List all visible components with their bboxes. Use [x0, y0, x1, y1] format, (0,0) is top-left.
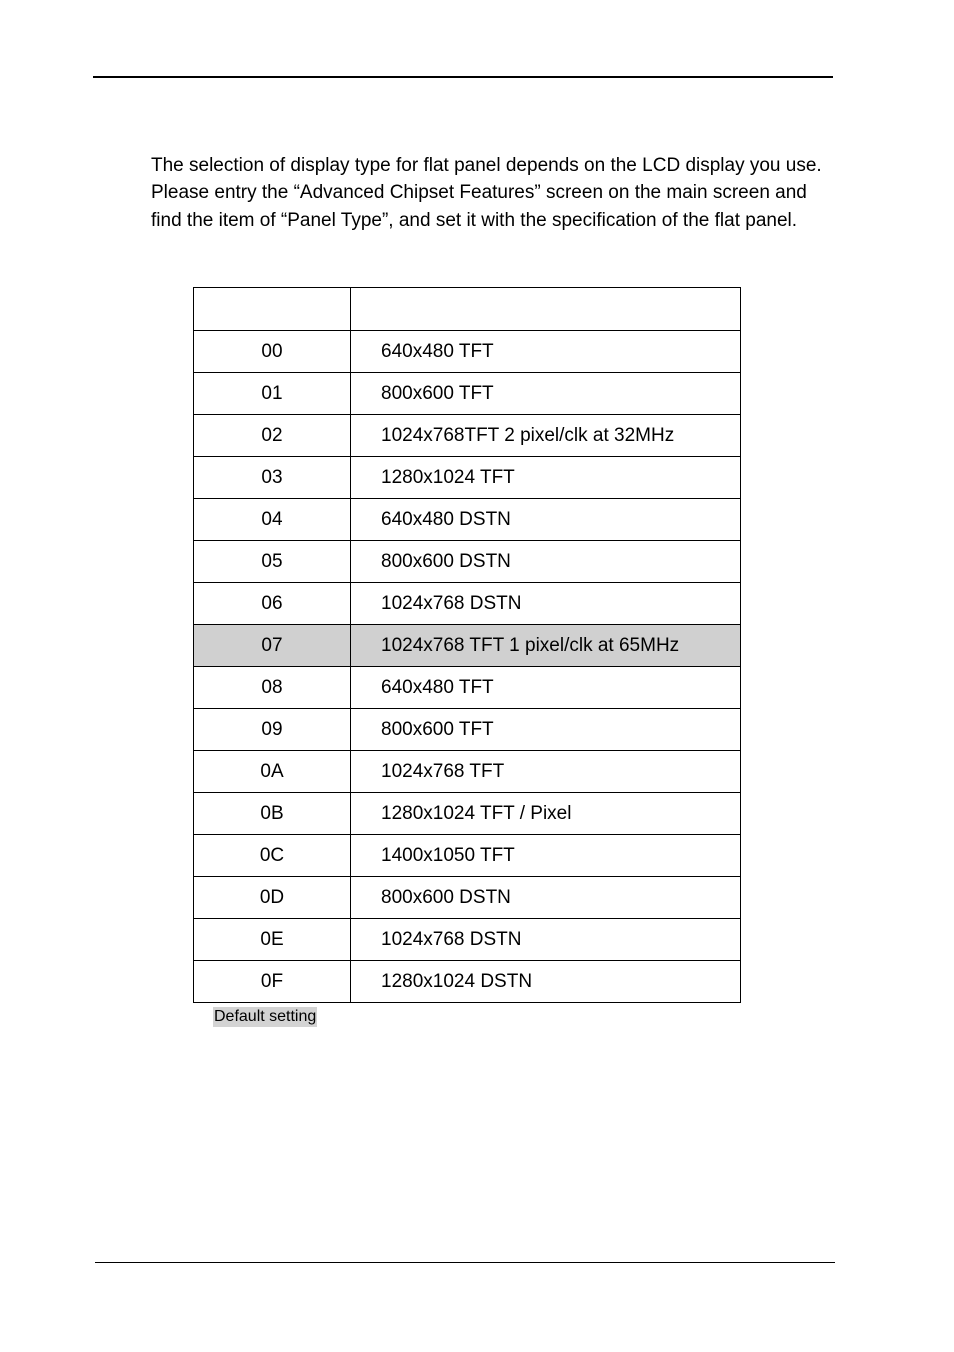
intro-paragraph: The selection of display type for flat panel depends on the LCD display you use. Please entry the “Advanced Chipset Features” screen on the main screen and find the item of “Panel Type”, and set it with the specification of the flat panel. [151, 155, 822, 231]
panel-code-cell: 08 [194, 667, 351, 709]
table-row [194, 541, 741, 583]
table-header-type [351, 288, 741, 331]
panel-type-cell: 1024x768 TFT [351, 751, 741, 793]
panel-code-cell: 0B [194, 793, 351, 835]
default-setting-legend: Default setting [214, 1008, 317, 1025]
panel-code-cell: 06 [194, 583, 351, 625]
table-row [194, 835, 741, 877]
table-row [194, 793, 741, 835]
panel-code-cell: 0D [194, 877, 351, 919]
panel-type-cell: 640x480 DSTN [351, 499, 741, 541]
panel-type-cell: 1280x1024 TFT [351, 457, 741, 499]
panel-code-cell: 04 [194, 499, 351, 541]
header-rule [93, 76, 833, 78]
panel-type-table [193, 287, 741, 1003]
table-row [194, 457, 741, 499]
table-row [194, 751, 741, 793]
table-row [194, 583, 741, 625]
table-row [194, 415, 741, 457]
panel-code-cell: 0E [194, 919, 351, 961]
panel-type-cell: 1400x1050 TFT [351, 835, 741, 877]
panel-type-cell: 640x480 TFT [351, 331, 741, 373]
panel-code-cell: 09 [194, 709, 351, 751]
panel-code-cell: 0A [194, 751, 351, 793]
panel-type-cell: 1024x768TFT 2 pixel/clk at 32MHz [351, 415, 741, 457]
panel-code-cell: 00 [194, 331, 351, 373]
panel-type-cell: 1280x1024 TFT / Pixel [351, 793, 741, 835]
panel-type-cell: 800x600 TFT [351, 373, 741, 415]
panel-type-table-body [194, 288, 741, 1003]
table-row [194, 625, 741, 667]
panel-type-cell: 800x600 DSTN [351, 541, 741, 583]
footer-rule [95, 1262, 835, 1263]
panel-code-cell: 01 [194, 373, 351, 415]
panel-code-cell: 07 [194, 625, 351, 667]
panel-type-cell: 1280x1024 DSTN [351, 961, 741, 1003]
panel-code-cell: 03 [194, 457, 351, 499]
table-row [194, 499, 741, 541]
panel-code-cell: 0F [194, 961, 351, 1003]
panel-type-cell: 1024x768 TFT 1 pixel/clk at 65MHz [351, 625, 741, 667]
panel-type-cell: 1024x768 DSTN [351, 919, 741, 961]
table-row [194, 919, 741, 961]
table-row [194, 961, 741, 1003]
table-header-code [194, 288, 351, 331]
table-row [194, 709, 741, 751]
table-header-row [194, 288, 741, 331]
panel-code-cell: 0C [194, 835, 351, 877]
table-row [194, 667, 741, 709]
table-row [194, 877, 741, 919]
panel-code-cell: 02 [194, 415, 351, 457]
table-row [194, 331, 741, 373]
panel-type-cell: 800x600 DSTN [351, 877, 741, 919]
panel-type-cell: 1024x768 DSTN [351, 583, 741, 625]
panel-type-cell: 640x480 TFT [351, 667, 741, 709]
panel-type-cell: 800x600 TFT [351, 709, 741, 751]
panel-code-cell: 05 [194, 541, 351, 583]
table-row [194, 373, 741, 415]
